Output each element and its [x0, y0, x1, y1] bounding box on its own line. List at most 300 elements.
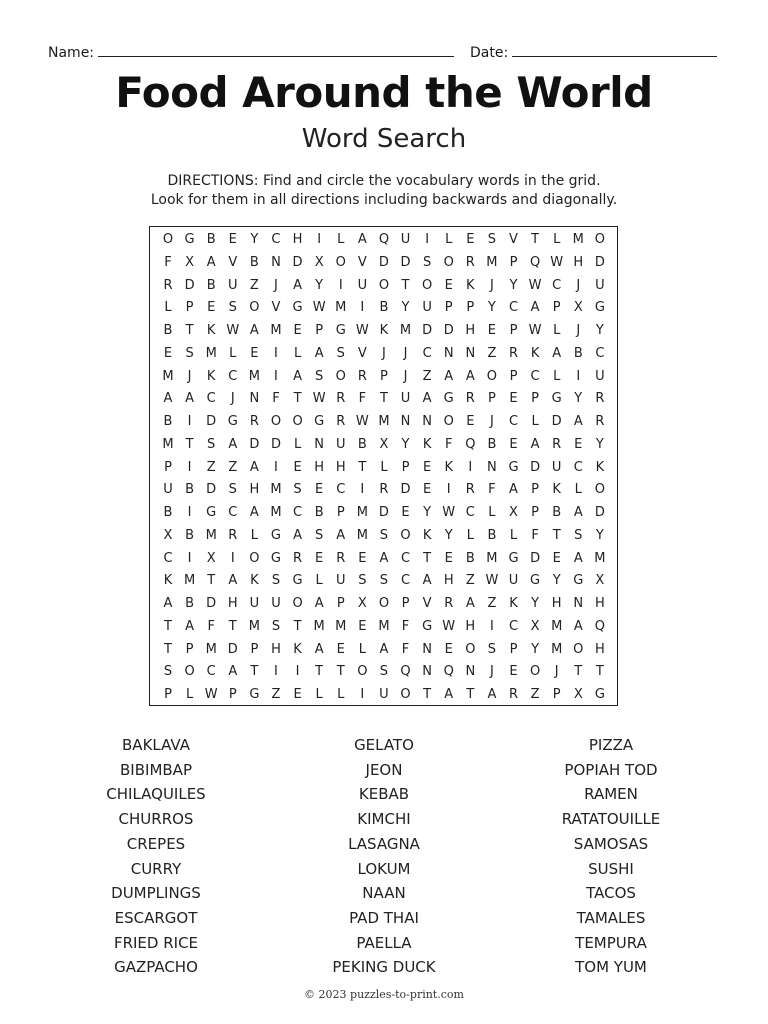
grid-letter[interactable]: D	[594, 505, 605, 520]
grid-letter[interactable]: Z	[249, 277, 259, 293]
date-field[interactable]	[470, 42, 717, 61]
grid-letter[interactable]: S	[358, 573, 367, 589]
grid-letter[interactable]: Y	[595, 323, 604, 338]
grid-letter[interactable]: M	[248, 368, 260, 384]
grid-letter[interactable]: X	[206, 550, 216, 566]
grid-letter[interactable]: H	[573, 254, 584, 270]
grid-letter[interactable]: X	[379, 436, 389, 452]
grid-letter[interactable]: U	[271, 596, 281, 611]
grid-letter[interactable]: K	[530, 345, 540, 361]
grid-letter[interactable]: E	[444, 550, 453, 566]
grid-letter[interactable]: O	[573, 641, 584, 657]
grid-letter[interactable]: S	[228, 300, 237, 316]
grid-letter[interactable]: K	[206, 323, 216, 338]
grid-letter[interactable]: M	[335, 300, 347, 316]
grid-letter[interactable]: O	[594, 232, 605, 247]
grid-letter[interactable]: T	[379, 391, 388, 407]
grid-letter[interactable]: F	[358, 391, 367, 407]
grid-letter[interactable]: M	[551, 641, 563, 657]
grid-letter[interactable]: K	[163, 573, 173, 589]
grid-letter[interactable]: P	[487, 391, 496, 407]
grid-letter[interactable]: K	[444, 459, 453, 475]
grid-letter[interactable]: E	[574, 436, 583, 452]
grid-letter[interactable]: L	[553, 368, 561, 384]
grid-letter[interactable]: E	[336, 641, 345, 657]
grid-letter[interactable]: L	[337, 687, 345, 702]
grid-letter[interactable]: B	[573, 345, 583, 361]
grid-letter[interactable]: A	[379, 550, 389, 566]
grid-letter[interactable]: C	[400, 573, 411, 589]
grid-letter[interactable]: D	[443, 323, 454, 338]
grid-letter[interactable]: Y	[487, 300, 496, 316]
grid-letter[interactable]: A	[573, 414, 583, 429]
grid-letter[interactable]: I	[425, 232, 430, 247]
grid-letter[interactable]: H	[271, 641, 281, 657]
grid-letter[interactable]: D	[270, 436, 281, 452]
grid-letter[interactable]: A	[530, 300, 540, 316]
grid-letter[interactable]: G	[249, 687, 260, 702]
grid-letter[interactable]: M	[486, 254, 498, 270]
grid-letter[interactable]: N	[422, 664, 432, 680]
grid-letter[interactable]: I	[274, 345, 278, 361]
grid-letter[interactable]: E	[423, 482, 432, 498]
grid-letter[interactable]: C	[163, 550, 173, 566]
grid-letter[interactable]: K	[206, 368, 216, 384]
grid-letter[interactable]: I	[187, 505, 192, 520]
grid-letter[interactable]: A	[163, 596, 173, 611]
grid-letter[interactable]: J	[403, 368, 408, 384]
grid-letter[interactable]: V	[357, 254, 367, 270]
grid-letter[interactable]: K	[379, 323, 389, 338]
grid-letter[interactable]: S	[487, 232, 497, 247]
grid-letter[interactable]: C	[508, 300, 519, 316]
grid-letter[interactable]: P	[401, 459, 410, 475]
grid-letter[interactable]: A	[573, 505, 583, 520]
grid-letter[interactable]: X	[509, 505, 518, 520]
grid-letter[interactable]: N	[465, 664, 476, 680]
grid-letter[interactable]: N	[422, 414, 432, 429]
grid-letter[interactable]: B	[185, 482, 195, 498]
grid-letter[interactable]: W	[442, 618, 456, 634]
grid-letter[interactable]: M	[551, 618, 563, 634]
grid-letter[interactable]: E	[444, 277, 453, 293]
grid-letter[interactable]: P	[250, 641, 259, 657]
grid-letter[interactable]: N	[487, 459, 497, 475]
grid-letter[interactable]: I	[274, 459, 278, 475]
grid-letter[interactable]: H	[292, 232, 303, 247]
grid-letter[interactable]: A	[293, 368, 303, 384]
grid-letter[interactable]: L	[531, 414, 539, 429]
grid-letter[interactable]: G	[184, 232, 195, 247]
grid-letter[interactable]: T	[401, 277, 410, 293]
grid-letter[interactable]: O	[335, 368, 346, 384]
grid-letter[interactable]: X	[595, 573, 605, 589]
grid-letter[interactable]: G	[594, 687, 605, 702]
grid-letter[interactable]: C	[465, 505, 475, 520]
grid-letter[interactable]: P	[444, 300, 453, 316]
grid-letter[interactable]: C	[422, 345, 432, 361]
grid-letter[interactable]: L	[488, 505, 496, 520]
grid-letter[interactable]: E	[509, 391, 518, 407]
name-underline[interactable]	[98, 42, 454, 57]
grid-letter[interactable]: T	[293, 391, 302, 407]
grid-letter[interactable]: M	[356, 505, 368, 520]
grid-letter[interactable]: F	[207, 618, 215, 634]
grid-letter[interactable]: D	[594, 254, 605, 270]
grid-letter[interactable]: M	[162, 436, 174, 452]
grid-letter[interactable]: C	[552, 277, 562, 293]
grid-letter[interactable]: E	[423, 459, 432, 475]
grid-letter[interactable]: A	[444, 687, 454, 702]
grid-letter[interactable]: X	[573, 687, 583, 702]
grid-letter[interactable]: B	[206, 232, 216, 247]
grid-letter[interactable]: G	[530, 573, 541, 589]
grid-letter[interactable]: D	[227, 641, 238, 657]
grid-letter[interactable]: R	[379, 482, 389, 498]
grid-letter[interactable]: H	[551, 596, 562, 611]
grid-letter[interactable]: B	[163, 414, 173, 429]
name-field[interactable]	[48, 42, 454, 61]
grid-letter[interactable]: R	[163, 277, 173, 293]
grid-letter[interactable]: T	[185, 323, 194, 338]
grid-letter[interactable]: D	[378, 254, 389, 270]
grid-letter[interactable]: P	[509, 368, 518, 384]
grid-letter[interactable]: O	[422, 277, 433, 293]
grid-letter[interactable]: P	[531, 505, 540, 520]
grid-letter[interactable]: U	[335, 436, 346, 452]
grid-letter[interactable]: K	[466, 277, 475, 293]
grid-letter[interactable]: N	[422, 641, 432, 657]
grid-letter[interactable]: K	[293, 641, 302, 657]
grid-letter[interactable]: N	[314, 436, 325, 452]
grid-letter[interactable]: H	[594, 596, 605, 611]
grid-letter[interactable]: Z	[422, 368, 432, 384]
grid-letter[interactable]: T	[207, 573, 216, 589]
grid-letter[interactable]: T	[466, 687, 475, 702]
grid-letter[interactable]: P	[509, 254, 518, 270]
grid-letter[interactable]: S	[315, 527, 324, 543]
grid-letter[interactable]: D	[530, 550, 541, 566]
grid-letter[interactable]: E	[293, 459, 302, 475]
grid-letter[interactable]: E	[466, 232, 475, 247]
grid-letter[interactable]: Y	[531, 641, 540, 657]
grid-letter[interactable]: P	[185, 641, 194, 657]
grid-letter[interactable]: Q	[443, 664, 454, 680]
grid-letter[interactable]: E	[358, 550, 367, 566]
grid-letter[interactable]: A	[487, 687, 497, 702]
grid-letter[interactable]: W	[355, 323, 369, 338]
grid-letter[interactable]: A	[163, 391, 173, 407]
grid-letter[interactable]: S	[487, 641, 497, 657]
grid-letter[interactable]: L	[337, 232, 345, 247]
grid-letter[interactable]: G	[314, 414, 325, 429]
grid-letter[interactable]: V	[422, 596, 432, 611]
grid-letter[interactable]: M	[335, 618, 347, 634]
grid-letter[interactable]: K	[552, 482, 561, 498]
grid-letter[interactable]: F	[164, 254, 172, 270]
grid-letter[interactable]: S	[271, 618, 281, 634]
grid-letter[interactable]: A	[465, 596, 475, 611]
grid-letter[interactable]: A	[573, 618, 583, 634]
grid-letter[interactable]: S	[207, 436, 216, 452]
grid-letter[interactable]: I	[338, 277, 343, 293]
grid-letter[interactable]: B	[487, 527, 497, 543]
grid-letter[interactable]: H	[249, 482, 260, 498]
grid-letter[interactable]: E	[552, 550, 561, 566]
grid-letter[interactable]: O	[292, 596, 303, 611]
grid-letter[interactable]: C	[508, 618, 519, 634]
grid-letter[interactable]: G	[206, 505, 217, 520]
grid-letter[interactable]: V	[228, 254, 238, 270]
grid-letter[interactable]: T	[552, 527, 561, 543]
grid-letter[interactable]: G	[227, 414, 238, 429]
grid-letter[interactable]: D	[378, 505, 389, 520]
grid-letter[interactable]: U	[400, 391, 411, 407]
grid-letter[interactable]: L	[293, 345, 302, 361]
grid-letter[interactable]: H	[227, 596, 238, 611]
grid-letter[interactable]: U	[249, 596, 260, 611]
grid-letter[interactable]: M	[205, 527, 217, 543]
grid-letter[interactable]: B	[249, 254, 259, 270]
grid-letter[interactable]: I	[360, 300, 365, 316]
grid-letter[interactable]: I	[468, 459, 473, 475]
grid-letter[interactable]: J	[489, 277, 494, 293]
grid-letter[interactable]: A	[249, 459, 259, 475]
word-search-grid[interactable]	[149, 226, 618, 706]
grid-letter[interactable]: F	[272, 391, 280, 407]
grid-letter[interactable]: E	[444, 641, 453, 657]
grid-letter[interactable]: Z	[530, 687, 540, 702]
grid-letter[interactable]: P	[336, 505, 345, 520]
grid-letter[interactable]: R	[336, 391, 346, 407]
grid-letter[interactable]: K	[250, 573, 259, 589]
grid-letter[interactable]: W	[204, 687, 218, 702]
grid-letter[interactable]: H	[465, 618, 476, 634]
grid-letter[interactable]: A	[293, 277, 303, 293]
grid-letter[interactable]: S	[163, 664, 173, 680]
grid-letter[interactable]: A	[357, 232, 367, 247]
grid-letter[interactable]: Z	[271, 687, 281, 702]
grid-letter[interactable]: D	[292, 254, 303, 270]
grid-letter[interactable]: S	[379, 573, 389, 589]
grid-letter[interactable]: O	[162, 232, 174, 247]
grid-letter[interactable]: Y	[531, 596, 540, 611]
grid-letter[interactable]: N	[400, 414, 411, 429]
grid-letter[interactable]: B	[465, 550, 475, 566]
grid-letter[interactable]: U	[163, 482, 173, 498]
grid-letter[interactable]: N	[443, 345, 454, 361]
grid-letter[interactable]: R	[465, 482, 475, 498]
grid-letter[interactable]: X	[314, 254, 324, 270]
grid-letter[interactable]: D	[400, 254, 411, 270]
grid-letter[interactable]: Y	[574, 391, 583, 407]
grid-letter[interactable]: A	[465, 368, 475, 384]
grid-letter[interactable]: P	[552, 300, 561, 316]
grid-letter[interactable]: M	[594, 550, 606, 566]
grid-letter[interactable]: N	[249, 391, 260, 407]
grid-letter[interactable]: A	[249, 505, 259, 520]
grid-letter[interactable]: C	[271, 232, 281, 247]
grid-letter[interactable]: P	[509, 641, 518, 657]
grid-letter[interactable]: J	[187, 368, 192, 384]
grid-letter[interactable]: F	[401, 641, 410, 657]
grid-letter[interactable]: U	[595, 368, 605, 384]
grid-letter[interactable]: O	[443, 254, 454, 270]
grid-letter[interactable]: L	[466, 527, 474, 543]
grid-letter[interactable]: V	[509, 232, 518, 247]
grid-letter[interactable]: T	[293, 618, 302, 634]
grid-letter[interactable]: N	[573, 596, 584, 611]
grid-letter[interactable]: B	[379, 300, 389, 316]
grid-letter[interactable]: I	[230, 550, 235, 566]
grid-letter[interactable]: G	[422, 618, 433, 634]
grid-letter[interactable]: E	[250, 345, 259, 361]
grid-letter[interactable]: Z	[487, 345, 497, 361]
grid-letter[interactable]: M	[270, 505, 282, 520]
grid-letter[interactable]: T	[574, 664, 583, 680]
grid-letter[interactable]: R	[336, 550, 346, 566]
grid-letter[interactable]: I	[274, 368, 278, 384]
grid-letter[interactable]: K	[422, 527, 432, 543]
grid-letter[interactable]: B	[163, 323, 173, 338]
grid-letter[interactable]: W	[312, 391, 326, 407]
grid-letter[interactable]: X	[185, 254, 195, 270]
grid-letter[interactable]: O	[443, 414, 454, 429]
grid-letter[interactable]: A	[228, 573, 238, 589]
grid-letter[interactable]: Z	[487, 596, 497, 611]
grid-letter[interactable]: S	[422, 254, 432, 270]
grid-letter[interactable]: A	[228, 436, 238, 452]
grid-letter[interactable]: P	[185, 300, 194, 316]
grid-letter[interactable]: T	[164, 641, 172, 657]
grid-letter[interactable]: T	[185, 436, 194, 452]
grid-letter[interactable]: T	[358, 459, 367, 475]
grid-letter[interactable]: A	[422, 573, 432, 589]
grid-letter[interactable]: G	[508, 550, 519, 566]
grid-letter[interactable]: X	[357, 596, 367, 611]
grid-letter[interactable]: G	[551, 391, 562, 407]
grid-letter[interactable]: A	[530, 436, 540, 452]
grid-letter[interactable]: A	[422, 391, 432, 407]
grid-letter[interactable]: I	[187, 414, 192, 429]
grid-letter[interactable]: P	[228, 687, 237, 702]
grid-letter[interactable]: J	[576, 277, 581, 293]
grid-letter[interactable]: L	[380, 459, 388, 475]
grid-letter[interactable]: A	[249, 323, 259, 338]
grid-letter[interactable]: O	[335, 254, 346, 270]
grid-letter[interactable]: R	[357, 368, 367, 384]
grid-letter[interactable]: F	[444, 436, 453, 452]
grid-letter[interactable]: N	[271, 254, 281, 270]
grid-letter[interactable]: O	[400, 687, 411, 702]
grid-letter[interactable]: R	[595, 414, 605, 429]
grid-letter[interactable]: B	[185, 527, 195, 543]
grid-letter[interactable]: P	[315, 323, 324, 338]
grid-letter[interactable]: M	[486, 550, 498, 566]
grid-letter[interactable]: D	[530, 459, 541, 475]
grid-letter[interactable]: I	[446, 482, 451, 498]
grid-letter[interactable]: M	[313, 618, 325, 634]
grid-letter[interactable]: U	[379, 687, 389, 702]
grid-letter[interactable]: B	[487, 436, 497, 452]
grid-letter[interactable]: S	[228, 482, 237, 498]
grid-letter[interactable]: Y	[423, 505, 432, 520]
grid-letter[interactable]: U	[228, 277, 238, 293]
grid-letter[interactable]: F	[488, 482, 496, 498]
grid-letter[interactable]: G	[335, 323, 346, 338]
grid-letter[interactable]: P	[531, 482, 540, 498]
grid-letter[interactable]: R	[465, 254, 475, 270]
grid-letter[interactable]: S	[336, 345, 345, 361]
grid-letter[interactable]: B	[552, 505, 562, 520]
grid-letter[interactable]: X	[573, 300, 583, 316]
grid-letter[interactable]: E	[466, 414, 475, 429]
grid-letter[interactable]: M	[183, 573, 196, 589]
grid-letter[interactable]: R	[293, 550, 303, 566]
grid-letter[interactable]: Y	[595, 436, 604, 452]
grid-letter[interactable]: P	[466, 300, 475, 316]
grid-letter[interactable]: J	[489, 664, 494, 680]
grid-letter[interactable]: G	[443, 391, 454, 407]
grid-letter[interactable]: R	[552, 436, 562, 452]
grid-letter[interactable]: C	[400, 550, 411, 566]
grid-letter[interactable]: S	[379, 527, 389, 543]
grid-letter[interactable]: O	[249, 550, 260, 566]
grid-letter[interactable]: A	[293, 527, 303, 543]
grid-letter[interactable]: R	[444, 596, 454, 611]
grid-letter[interactable]: P	[380, 368, 388, 384]
grid-letter[interactable]: R	[465, 391, 475, 407]
grid-letter[interactable]: Q	[594, 618, 605, 634]
grid-letter[interactable]: D	[206, 596, 217, 611]
grid-letter[interactable]: T	[336, 664, 345, 680]
grid-letter[interactable]: T	[315, 664, 324, 680]
grid-letter[interactable]: R	[595, 391, 605, 407]
grid-letter[interactable]: H	[594, 641, 605, 657]
grid-letter[interactable]: L	[315, 687, 323, 702]
grid-letter[interactable]: O	[529, 664, 541, 680]
grid-letter[interactable]: T	[164, 618, 172, 634]
grid-letter[interactable]: E	[207, 300, 216, 316]
grid-letter[interactable]: Q	[529, 254, 541, 270]
grid-letter[interactable]: U	[400, 232, 411, 247]
grid-letter[interactable]: B	[357, 436, 367, 452]
grid-letter[interactable]: R	[508, 687, 519, 702]
grid-letter[interactable]: Q	[378, 232, 390, 247]
grid-letter[interactable]: P	[336, 596, 345, 611]
grid-letter[interactable]: Q	[465, 436, 476, 452]
grid-letter[interactable]: I	[576, 368, 581, 384]
grid-letter[interactable]: T	[228, 618, 237, 634]
grid-letter[interactable]: T	[423, 687, 432, 702]
grid-letter[interactable]: P	[509, 323, 518, 338]
grid-letter[interactable]: X	[530, 618, 540, 634]
grid-letter[interactable]: L	[553, 232, 561, 247]
grid-letter[interactable]: R	[249, 414, 259, 429]
grid-letter[interactable]: K	[422, 436, 432, 452]
grid-letter[interactable]: Y	[315, 277, 324, 293]
grid-letter[interactable]: P	[531, 391, 540, 407]
grid-letter[interactable]: O	[465, 641, 476, 657]
grid-letter[interactable]: M	[399, 323, 412, 338]
grid-letter[interactable]: A	[314, 345, 324, 361]
grid-letter[interactable]: E	[228, 232, 237, 247]
grid-letter[interactable]: B	[185, 596, 195, 611]
grid-letter[interactable]: M	[248, 618, 260, 634]
grid-letter[interactable]: L	[229, 345, 237, 361]
grid-letter[interactable]: U	[595, 277, 605, 293]
grid-letter[interactable]: G	[573, 573, 584, 589]
